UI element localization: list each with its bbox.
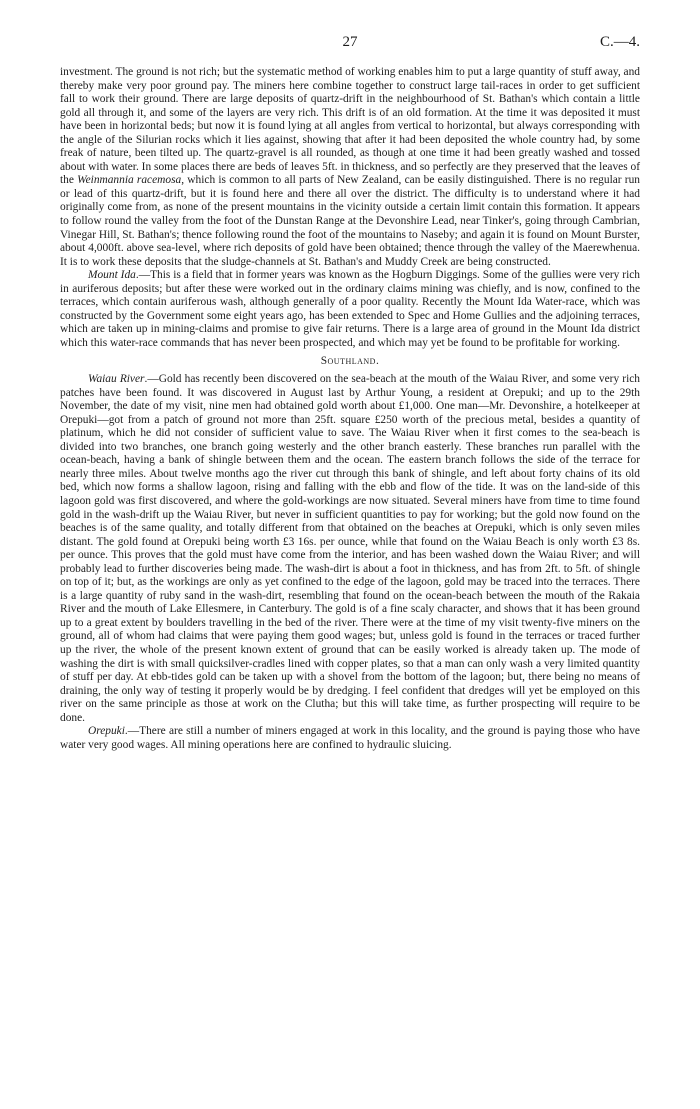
paragraph-st-bathans — [60, 66, 640, 269]
paragraph-text: .—Gold has recently been discovered on the sea-beach at the mouth of the Waiau River, and some very rich patches have been found. It was discovered in August last by Arthur Young, a resident at Orepuki; and up to the 29th November, the date of my visit, nine men had obtained gold worth about £1,000. One man—Mr. Devonshire, a hotelkeeper at Orepuki—got from a patch of ground not more than 25ft. square £250 worth of the precious metal, besides a quantity of platinum, which he did not consider of sufficient value to save. The Waiau River when it first comes to the sea-beach is divided into two branches, one branch going westerly and the other branch easterly. These branches run parallel with the ocean-beach, having a bank of shingle between them and the ocean. The eastern branch follows the side of the terrace for nearly three miles. About twelve months ago the river cut through this bank of shingle, and left about forty chains of its old bed, which now forms a shallow lagoon, rising and falling with the ebb and flow of the tide. It was on the land-side of this lagoon gold was first discovered, and where the gold-workings are now situated. Several miners have from time to time found gold in the wash-drift up the Waiau River, but never in sufficient quantities to pay for working; but the gold now found on the beaches is of the same quality, and totally different from that obtained on the beaches at Orepuki, which is only seven miles distant. The gold found at Orepuki being worth £3 16s. per ounce, while that found on the Waiau Beach is only worth £3 8s. per ounce. This proves that the gold must have come from the interior, and has been washed down the Waiau River; and will probably lead to further discoveries being made. The wash-dirt is about a foot in thickness, and has from 2ft. to 5ft. of shingle on top of it; but, as the workings are only as yet confined to the edge of the lagoon, gold may be traced into the terraces. There is a large quantity of ruby sand in the wash-dirt, resembling that found on the ocean-beach between the mouth of the Rakaia River and the mouth of Lake Ellesmere, in Canterbury. The gold is of a fine scaly character, and shows that it has been ground up to a great extent by boulders travelling in the bed of the river. There were at the time of my visit twenty-five miners on the ground, all of whom had claims that were paying them good wages; but, unless gold is found in the terraces or traced further up the river, the whole of the present known extent of ground that can be easily worked is already taken up. The mode of washing the dirt is with small quicksilver-cradles lined with copper plates, so that a man can only wash a very limited quantity of stuff per day. At ebb-tides gold can be taken up with a shovel from the bottom of the lagoon; but, there being no means of draining, the only way of testing it properly would be by dredging. I feel confident that dredges will yet be employed on this river on the same principle as those at work on the Clutha; but this will take time, as further prospecting will require to be done. — [60, 373, 640, 724]
section-heading-southland: Southland. — [320, 355, 380, 368]
page-header — [60, 34, 640, 54]
page-number: 27 — [342, 34, 358, 50]
document-reference: C.—4. — [599, 34, 640, 50]
paragraph-text: .—This is a field that in former years was known as the Hogburn Diggings. Some of the gullies were very rich in auriferous deposits; but after these were worked out in the ordinary claims mining was chiefly, and is now, confined to the terraces, which contain auriferous wash, although generally of a poor quality. Recently the Mount Ida Water-race, which was constructed by the Government some eight years ago, has been extended to Spec and Home Gullies and the adjoining terraces, which are taken up in mining-claims and promise to give fair returns. There is a large area of ground in the Mount Ida district which this water-race commands that has never been prospected, and which may yet be found to be profitable for working. — [60, 269, 640, 349]
body-text — [60, 66, 640, 752]
species-name: Weinmannia racemosa — [77, 174, 182, 187]
paragraph-orepuki — [60, 725, 640, 752]
paragraph-text: investment. The ground is not rich; but the systematic method of working enables him to put a large quantity of stuff away, and thereby make very poor ground pay. The miners here combine together to construct large tail-races in order to get sufficient fall to work their ground. There are large deposits of quartz-drift in the neighbourhood of St. Bathan's which contain a little gold all through it, and some of the layers are very rich. This drift is of an old formation. At the time it was deposited it must have been in horizontal beds; but now it is found lying at all angles from vertical to horizontal, but always corresponding with the angle of the Silurian rocks which it lies against, showing that after it had been deposited the whole country had, by some freak of nature, been tilted up. The quartz-gravel is all rounded, as though at one time it had been greatly washed and tossed about with water. In some places there are beds of leaves 5ft. in thickness, and so perfectly are they preserved that the leaves of the — [60, 66, 640, 187]
place-heading: Mount Ida — [88, 269, 136, 282]
paragraph-text: .—There are still a number of miners engaged at work in this locality, and the ground is paying those who have water very good wages. All mining operations here are confined to hydraulic sluicing. — [60, 725, 640, 751]
place-heading: Waiau River — [88, 373, 145, 386]
paragraph-mount-ida — [60, 269, 640, 350]
paragraph-waiau-river — [60, 373, 640, 725]
paragraph-text: , which is common to all parts of New Zealand, can be easily distinguished. There is no regular run or lead of this quartz-drift, but it is found here and there all over the district. The difficulty is to understand where it had originally come from, as none of the present mountains in the vicinity outside a certain limit contain this formation. It appears to follow round the valley from the foot of the Dunstan Range at the Devonshire Lead, near Tinker's, going through Cambrian, Vinegar Hill, St. Bathan's; thence following round the foot of the mountains to Naseby; and again it is found on Mount Burster, about 4,000ft. above sea-level, where rich deposits of gold have been obtained; thence through the valley of the Maerewhenua. It is to work these deposits that the sludge-channels at St. Bathan's and Muddy Creek are being constructed. — [60, 174, 640, 268]
place-heading: Orepuki — [88, 725, 125, 738]
